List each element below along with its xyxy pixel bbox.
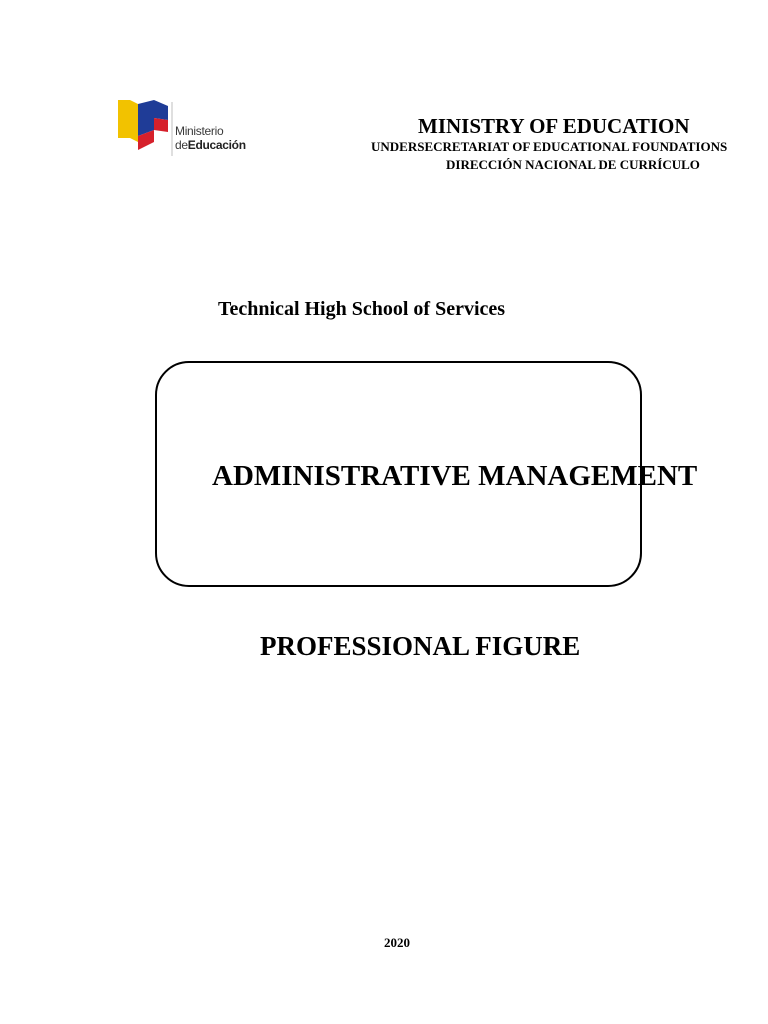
ministry-heading: MINISTRY OF EDUCATION bbox=[418, 114, 690, 138]
ecuador-flag-logo-icon bbox=[116, 98, 174, 162]
direccion-heading: DIRECCIÓN NACIONAL DE CURRÍCULO bbox=[446, 157, 700, 172]
specialty-title: ADMINISTRATIVE MANAGEMENT bbox=[212, 460, 698, 492]
publication-year: 2020 bbox=[384, 935, 410, 950]
logo-text-educacion: deEducación bbox=[175, 138, 246, 152]
document-title: PROFESSIONAL FIGURE bbox=[260, 631, 581, 661]
logo-text-ministerio: Ministerio bbox=[175, 124, 224, 138]
ministry-logo bbox=[116, 98, 256, 162]
undersecretariat-heading: UNDERSECRETARIAT OF EDUCATIONAL FOUNDATIONS bbox=[371, 139, 728, 154]
school-name: Technical High School of Services bbox=[218, 298, 506, 320]
